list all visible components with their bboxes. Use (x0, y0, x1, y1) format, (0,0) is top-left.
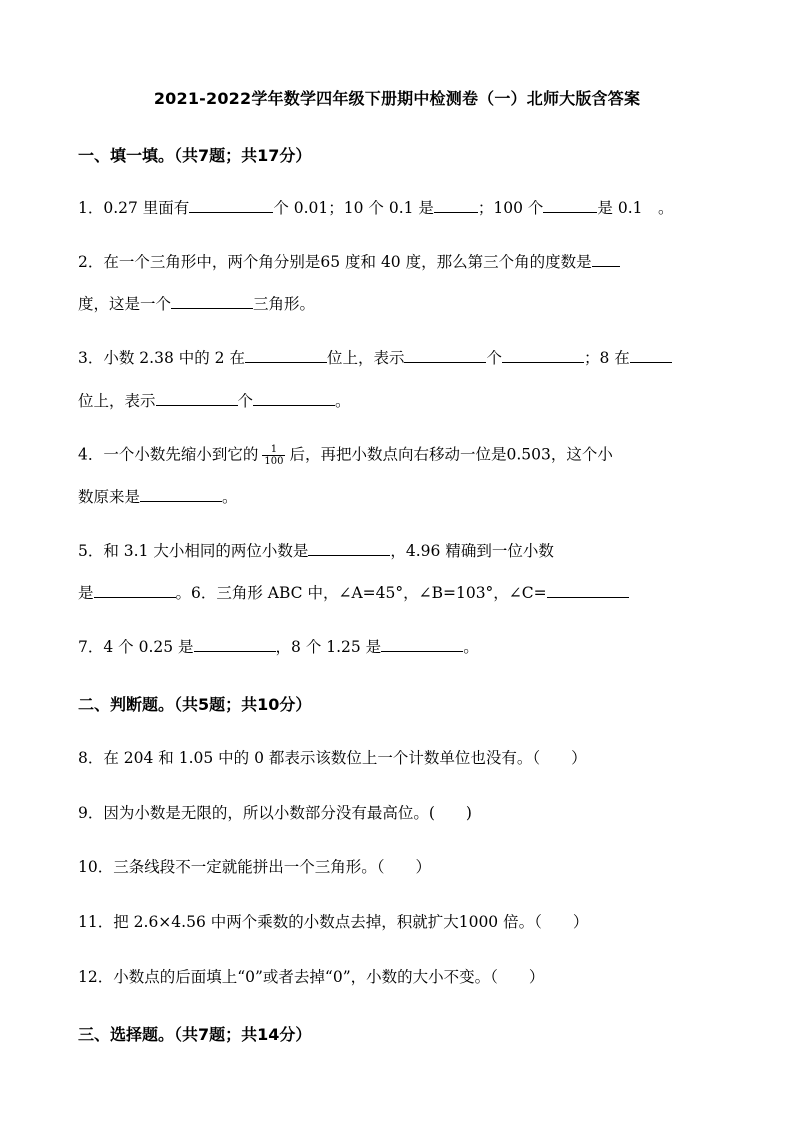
q4-text-b: 后，再把小数点向右移动一位是0.503，这个小 (289, 445, 613, 464)
q5-text-b: ，4.96 精确到一位小数 (390, 542, 554, 560)
question-1 (78, 198, 674, 218)
question-12: 12．小数点的后面填上“0”或者去掉“0”，小数的大小不变。（ ） (78, 968, 545, 986)
question-11: 11．把 2.6×4.56 中两个乘数的小数点去掉，积就扩大1000 倍。（ ） (78, 913, 589, 931)
question-2-cont (78, 294, 315, 314)
answer-blank[interactable] (156, 391, 238, 406)
q7-text-c: 。 (463, 638, 479, 656)
answer-blank[interactable] (140, 487, 222, 502)
q1-text-a: 1．0.27 里面有 (78, 199, 190, 217)
q4-text-c: 数原来是 (78, 488, 141, 506)
answer-blank[interactable] (381, 637, 463, 652)
q5-text-c: 是 (78, 584, 94, 602)
section-heading-judge: 二、判断题。（共5题；共10分） (78, 695, 312, 714)
fraction-numerator: 1 (262, 444, 285, 456)
question-4 (78, 444, 613, 467)
q1-text-d: 是 0.1 。 (597, 199, 674, 217)
fraction-denominator: 100 (264, 456, 284, 467)
answer-blank[interactable] (502, 348, 584, 363)
q3-text-a: 3．小数 2.38 中的 2 在 (78, 349, 245, 367)
answer-blank[interactable] (94, 583, 176, 598)
question-5-6-cont (78, 583, 629, 603)
q3-text-b: 位上，表示 (326, 349, 405, 367)
q4-text-a: 4．一个小数先缩小到它的 (78, 445, 259, 464)
answer-blank[interactable] (630, 348, 672, 363)
q3-text-d: ；8 在 (583, 349, 630, 367)
answer-blank[interactable] (404, 348, 486, 363)
section-heading-fill: 一、填一填。（共7题；共17分） (78, 146, 312, 165)
question-5 (78, 541, 554, 561)
question-2 (78, 252, 620, 272)
q3-text-c: 个 (486, 349, 502, 367)
page-title: 2021-2022学年数学四年级下册期中检测卷（一）北师大版含答案 (153, 89, 641, 108)
q3-text-g: 。 (335, 392, 351, 410)
answer-blank[interactable] (245, 348, 327, 363)
question-3 (78, 348, 672, 368)
answer-blank[interactable] (194, 637, 276, 652)
question-9: 9．因为小数是无限的，所以小数部分没有最高位。( ) (78, 804, 472, 822)
q2-text-b: 度，这是一个 (78, 295, 172, 313)
answer-blank[interactable] (308, 541, 390, 556)
q1-text-b: 个 0.01；10 个 0.1 是 (273, 199, 434, 217)
answer-blank[interactable] (189, 198, 273, 213)
question-8: 8．在 204 和 1.05 中的 0 都表示该数位上一个计数单位也没有。（ ） (78, 749, 587, 767)
answer-blank[interactable] (171, 294, 253, 309)
fraction (262, 444, 285, 467)
question-10: 10．三条线段不一定就能拼出一个三角形。（ ） (78, 858, 431, 876)
q2-text-c: 三角形。 (253, 295, 316, 313)
q2-text-a: 2．在一个三角形中，两个角分别是65 度和 40 度，那么第三个角的度数是 (78, 253, 592, 271)
q3-text-f: 个 (237, 392, 254, 410)
question-4-cont (78, 487, 238, 507)
answer-blank[interactable] (592, 252, 620, 267)
question-7 (78, 637, 479, 657)
q7-text-b: ，8 个 1.25 是 (275, 638, 382, 656)
q6-text: 。6．三角形 ABC 中，∠A=45°，∠B=103°，∠C= (175, 584, 547, 602)
answer-blank[interactable] (543, 198, 597, 213)
answer-blank[interactable] (434, 198, 478, 213)
q1-text-c: ；100 个 (477, 199, 544, 217)
answer-blank[interactable] (253, 391, 335, 406)
q7-text-a: 7．4 个 0.25 是 (78, 638, 194, 656)
question-3-cont (78, 391, 351, 411)
q4-text-d: 。 (222, 488, 238, 506)
q3-text-e: 位上，表示 (78, 392, 156, 410)
q5-text-a: 5．和 3.1 大小相同的两位小数是 (78, 542, 309, 560)
section-heading-choice: 三、选择题。（共7题；共14分） (78, 1025, 312, 1044)
answer-blank[interactable] (547, 583, 629, 598)
